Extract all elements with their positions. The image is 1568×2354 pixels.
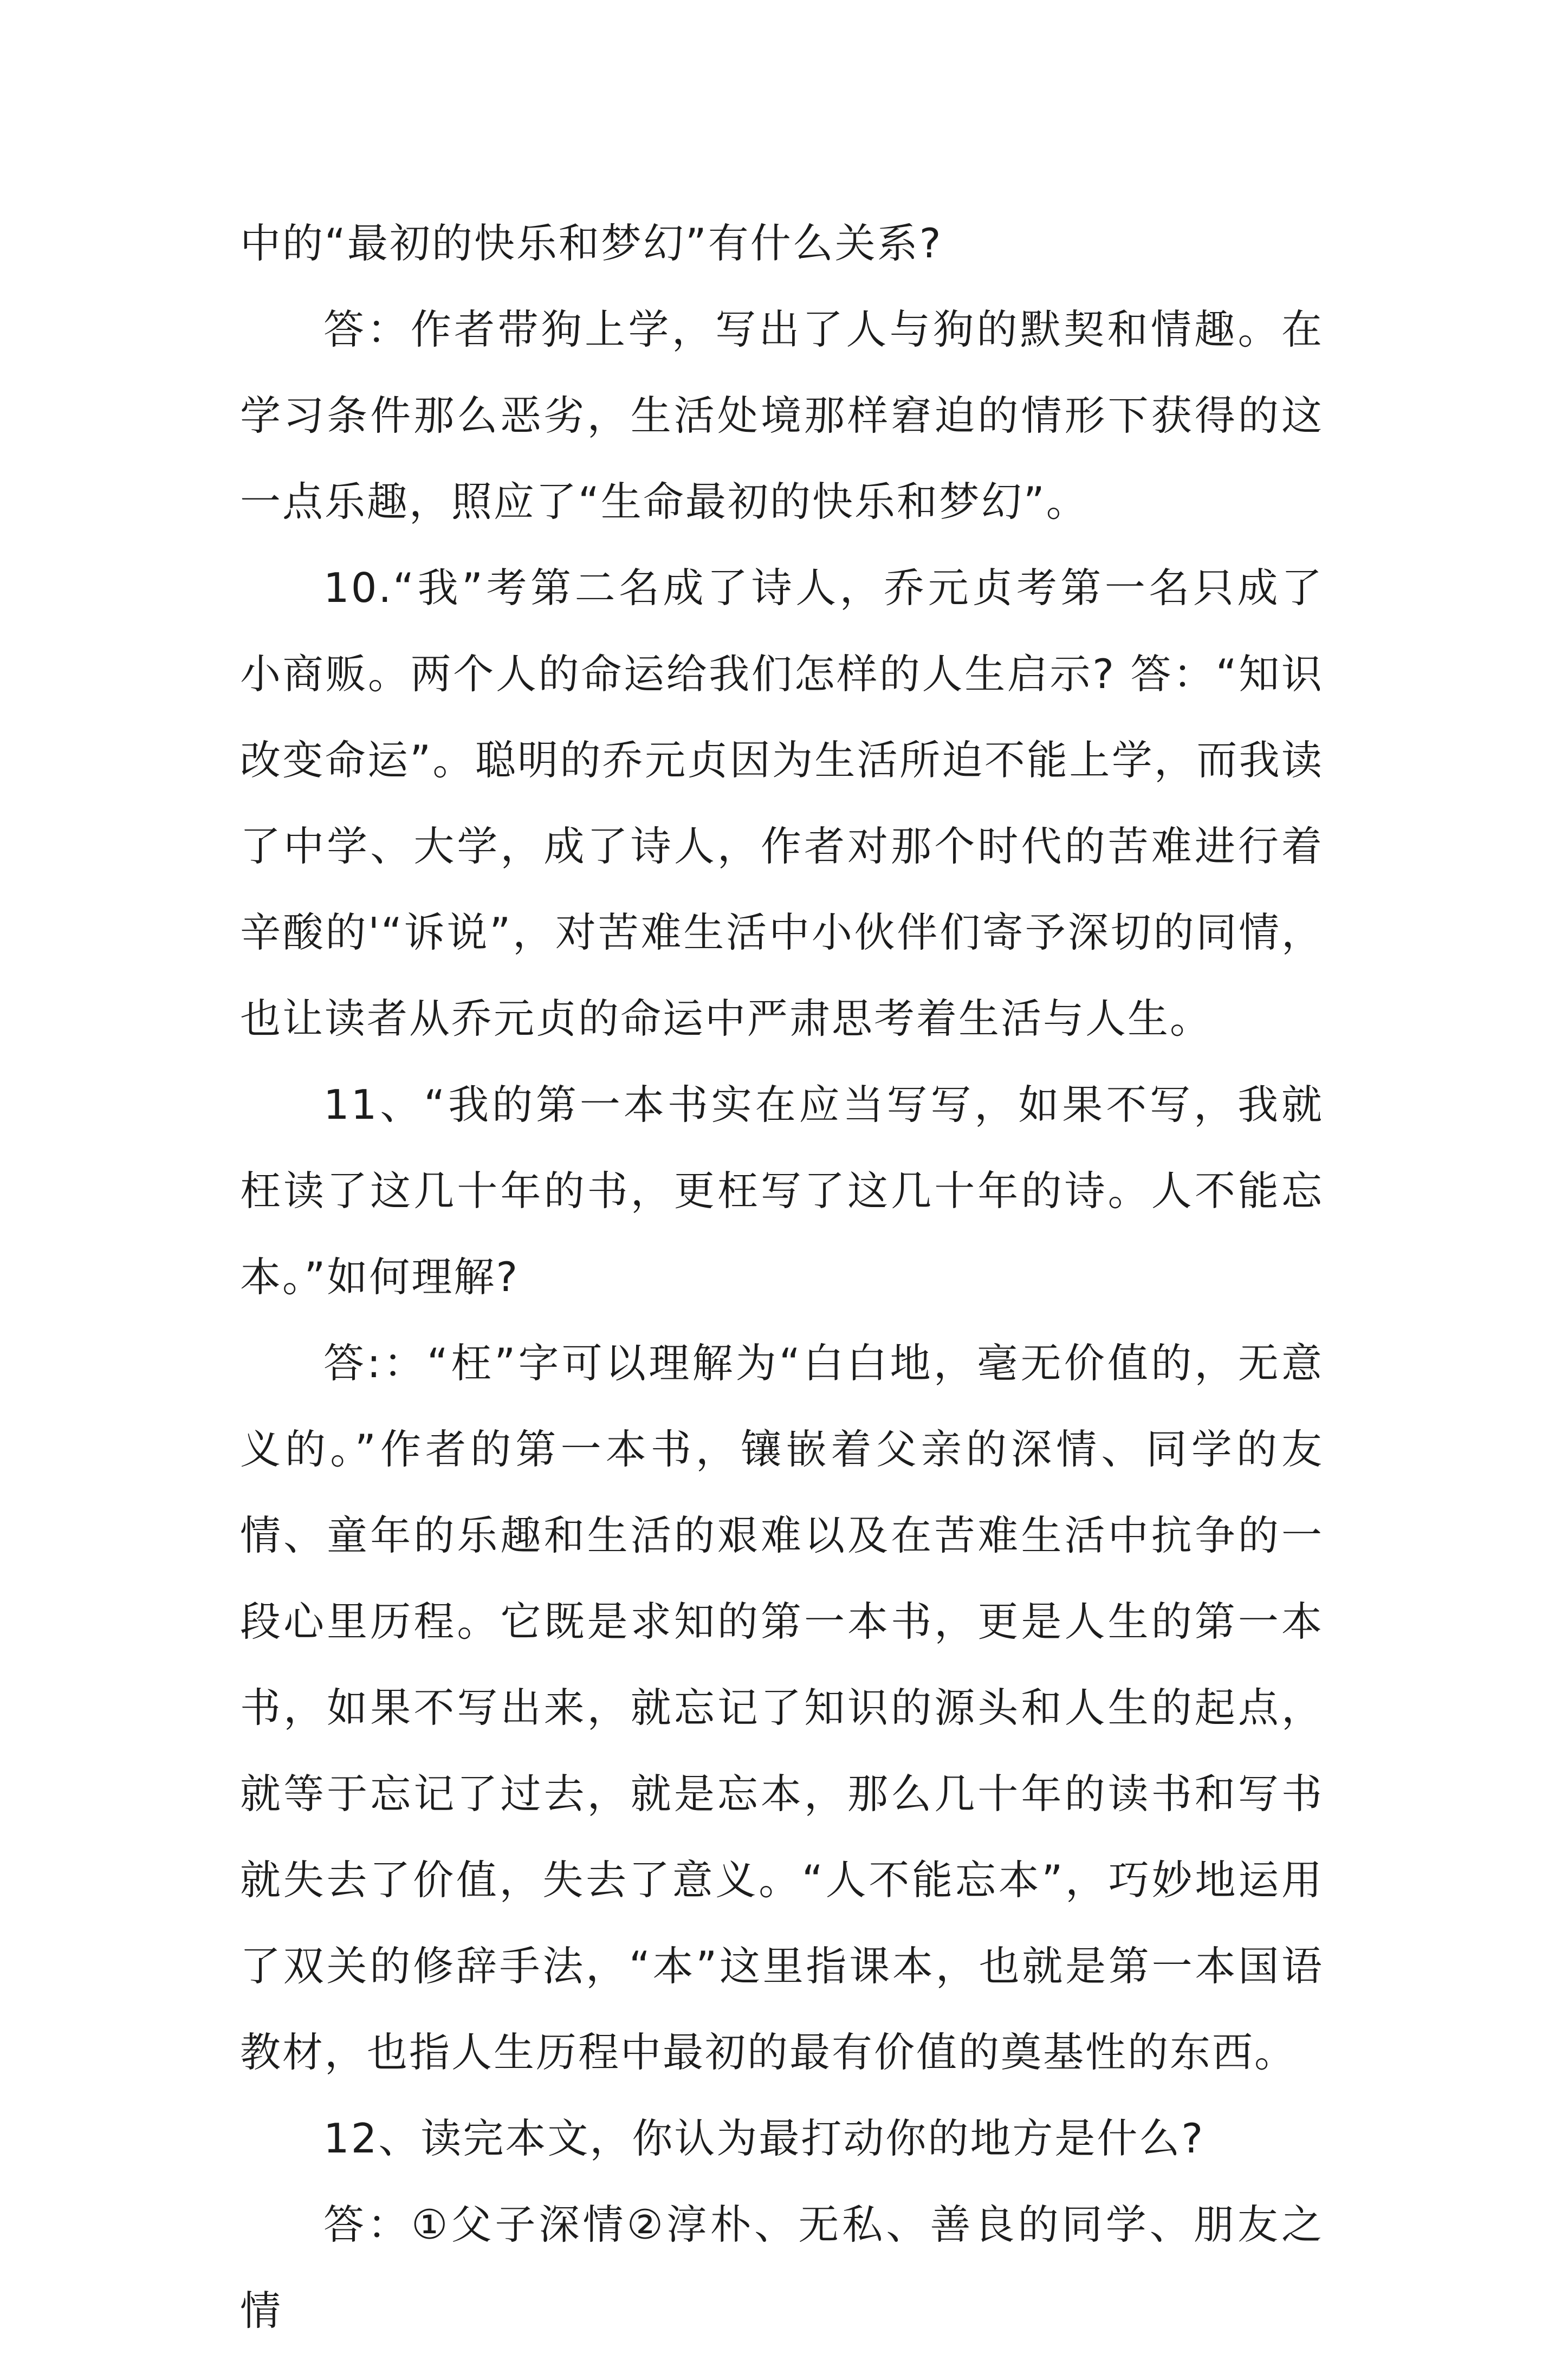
paragraph-answer-12: 答：①父子深情②淳朴、无私、善良的同学、朋友之情 bbox=[240, 2201, 1324, 2334]
paragraph-question-10: 10.“我”考第二名成了诗人，乔元贞考第一名只成了小商贩。两个人的命运给我们怎样的人生启示? 答：“知识改变命运”。聪明的乔元贞因为生活所迫不能上学，而我读了中学、大学，成了诗人，作者对那个时代的苦难进行着辛酸的'“诉说”，对苦难生活中小伙伴们寄予深切的同情，也让读者从乔元贞的命运中严肃思考着生活与人生。 bbox=[240, 564, 1324, 1042]
paragraph-answer-11: 答:：“枉”字可以理解为“白白地，毫无价值的，无意义的。”作者的第一本书，镶嵌着父亲的深情、同学的友情、童年的乐趣和生活的艰难以及在苦难生活中抗争的一段心里历程。它既是求知的第一本书，更是人生的第一本书，如果不写出来，就忘记了知识的源头和人生的起点，就等于忘记了过去，就是忘本，那么几十年的读书和写书就失去了价值，失去了意义。“人不能忘本”，巧妙地运用了双关的修辞手法，“本”这里指课本，也就是第一本国语教材，也指人生历程中最初的最有价值的奠基性的东西。 bbox=[240, 1339, 1324, 2076]
paragraph-answer-9: 答：作者带狗上学，写出了人与狗的默契和情趣。在学习条件那么恶劣，生活处境那样窘迫的情形下获得的这一点乐趣，照应了“生命最初的快乐和梦幻”。 bbox=[240, 306, 1324, 526]
paragraph-question-11: 11、“我的第一本书实在应当写写，如果不写，我就枉读了这几十年的书，更枉写了这几十年的诗。人不能忘本。”如何理解? bbox=[240, 1081, 1324, 1301]
document-body bbox=[240, 200, 1324, 2354]
paragraph-question-12: 12、读完本文，你认为最打动你的地方是什么? bbox=[323, 2115, 1205, 2162]
paragraph-question-9-tail: 中的“最初的快乐和梦幻”有什么关系? bbox=[240, 219, 943, 267]
